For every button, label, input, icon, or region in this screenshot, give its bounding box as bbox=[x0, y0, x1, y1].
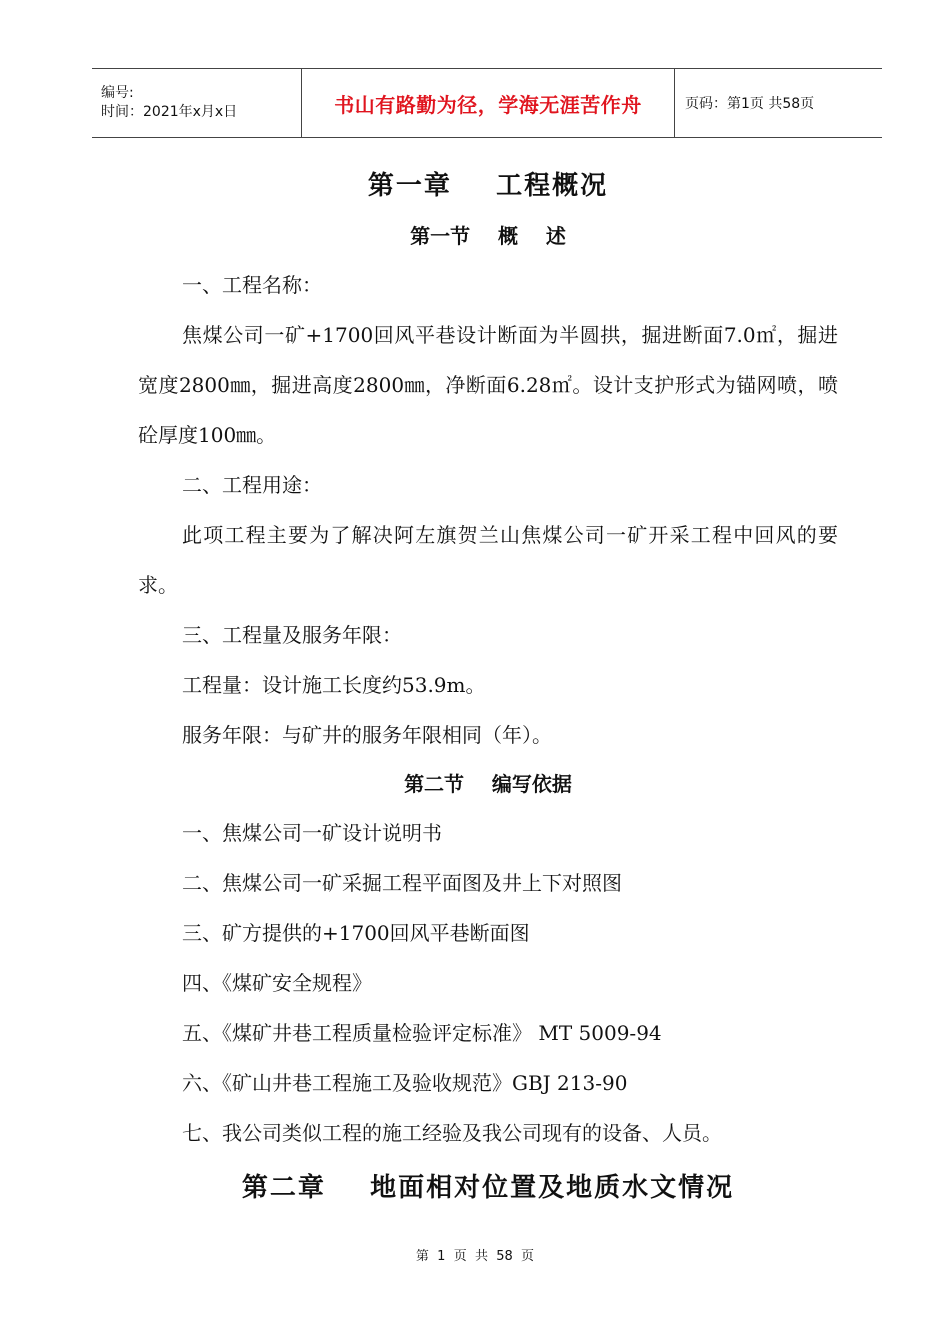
chapter-1-title: 第一章 工程概况 bbox=[367, 171, 609, 201]
reference-item: 七、我公司类似工程的施工经验及我公司现有的设备、人员。 bbox=[182, 1121, 722, 1145]
chapter-2-title: 第二章 地面相对位置及地质水文情况 bbox=[241, 1173, 735, 1203]
section-1-paragraph: 三、工程量及服务年限： bbox=[182, 623, 402, 647]
reference-item: 五、《煤矿井巷工程质量检验评定标准》 MT 5009-94 bbox=[182, 1021, 662, 1045]
section-1-paragraph: 服务年限：与矿井的服务年限相同（年）。 bbox=[182, 723, 552, 747]
header-meta bbox=[92, 69, 301, 137]
section-1-paragraph: 二、工程用途： bbox=[182, 473, 322, 497]
header-slogan-cell bbox=[301, 69, 675, 137]
document-number-label: 编号: bbox=[101, 85, 134, 101]
reference-item: 二、焦煤公司一矿采掘工程平面图及井上下对照图 bbox=[182, 871, 622, 895]
header-slogan: 书山有路勤为径，学海无涯苦作舟 bbox=[334, 92, 642, 117]
document-time-label: 时间：2021年x月x日 bbox=[101, 104, 238, 120]
document-body bbox=[138, 160, 838, 1213]
section-1-paragraph: 焦煤公司一矿+1700回风平巷设计断面为半圆拱，掘进断面7.0㎡，掘进宽度2800㎜，掘进高度2800㎜，净断面6.28㎡。设计支护形式为锚网喷，喷砼厚度100㎜。 bbox=[138, 323, 838, 447]
reference-item: 四、《煤矿安全规程》 bbox=[182, 971, 372, 995]
page-header bbox=[92, 68, 882, 138]
reference-item: 三、矿方提供的+1700回风平巷断面图 bbox=[182, 921, 530, 945]
section-1-paragraph: 一、工程名称： bbox=[182, 273, 322, 297]
section-2-title: 第二节 编写依据 bbox=[404, 772, 572, 796]
reference-item: 六、《矿山井巷工程施工及验收规范》GBJ 213-90 bbox=[182, 1071, 628, 1095]
section-1-paragraph: 工程量：设计施工长度约53.9m。 bbox=[182, 673, 486, 697]
section-1-title: 第一节 概 述 bbox=[410, 224, 566, 248]
section-1-paragraph: 此项工程主要为了解决阿左旗贺兰山焦煤公司一矿开采工程中回风的要求。 bbox=[138, 523, 838, 597]
header-page-info: 页码：第1页 共58页 bbox=[685, 96, 815, 112]
page-footer: 第 1 页 共 58 页 bbox=[415, 1249, 535, 1264]
reference-item: 一、焦煤公司一矿设计说明书 bbox=[182, 821, 442, 845]
